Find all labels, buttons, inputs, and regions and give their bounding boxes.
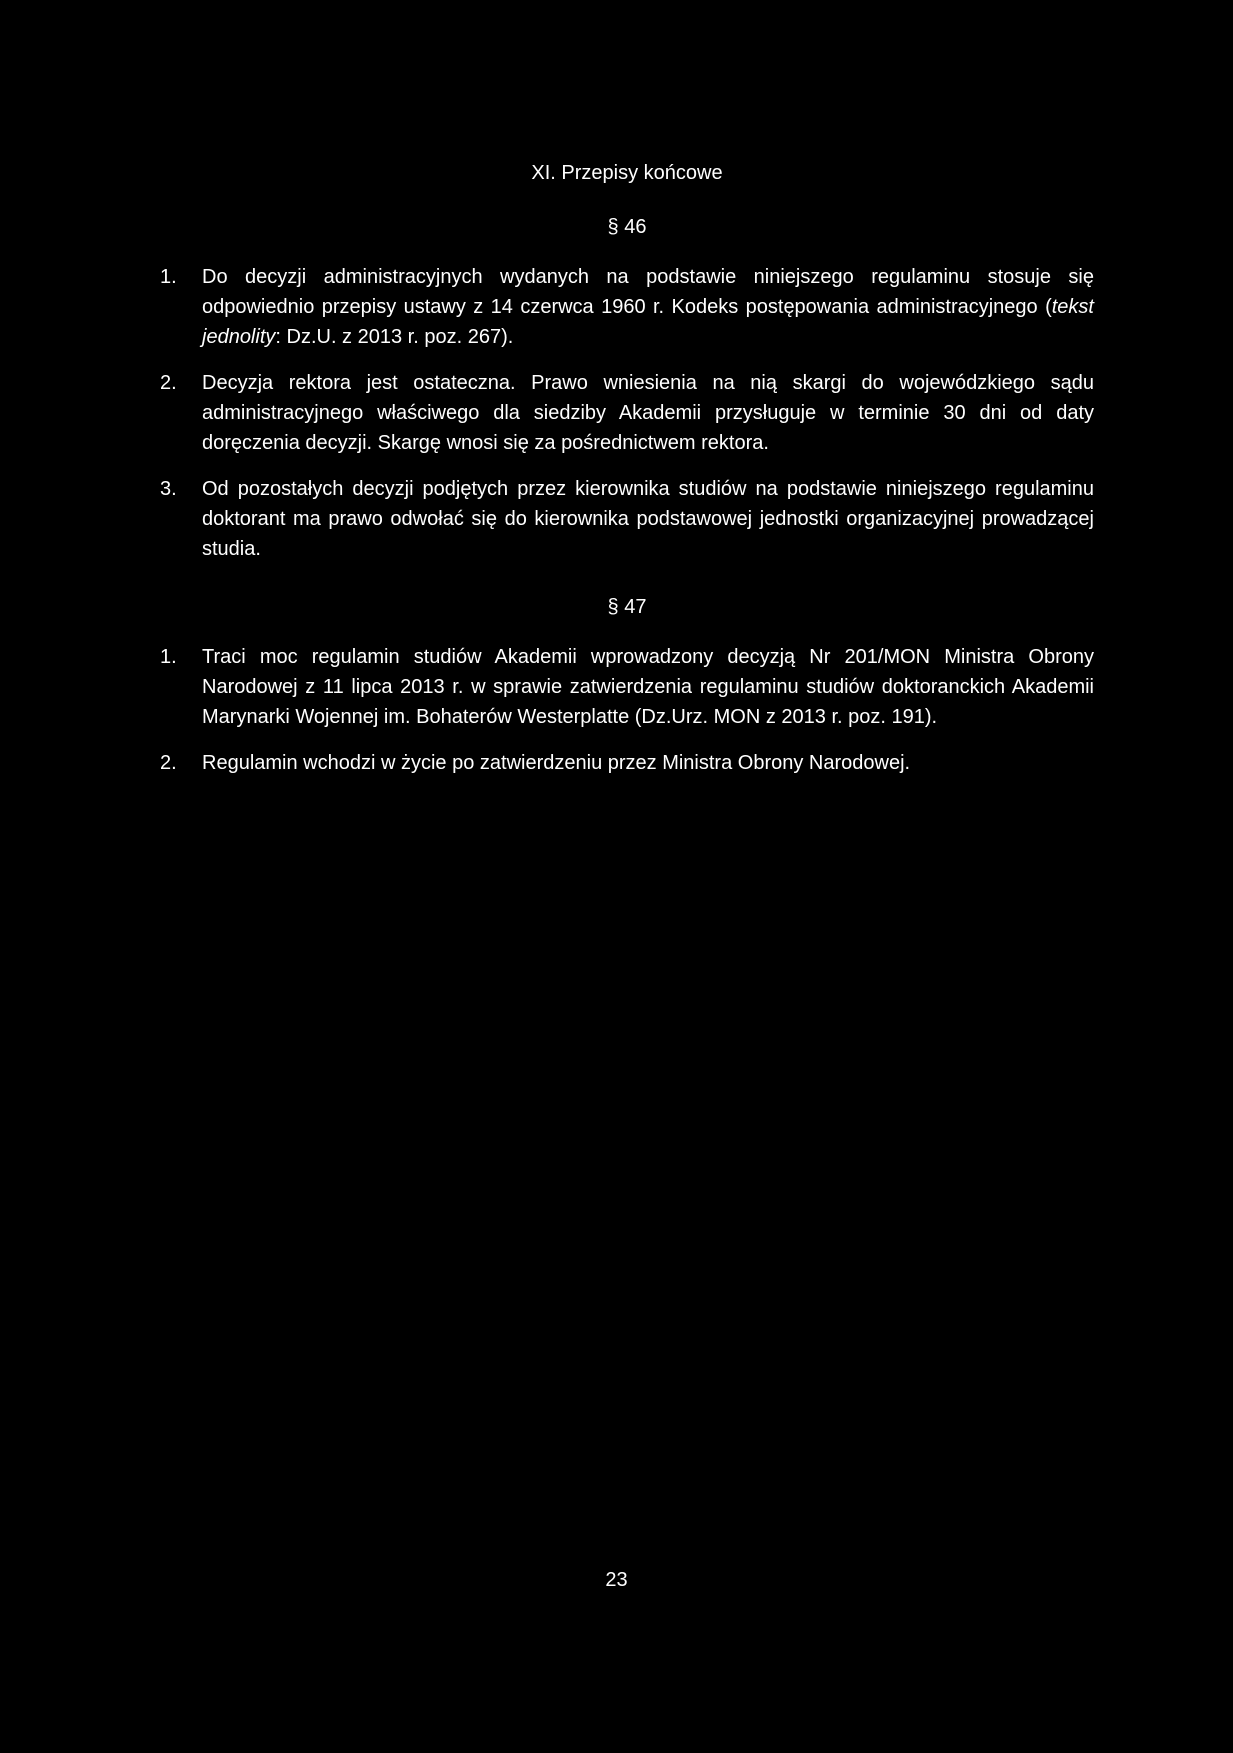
section-title: XI. Przepisy końcowe [531, 162, 723, 184]
paragraph-46-points [160, 262, 1094, 564]
point-number: 3. [160, 478, 177, 500]
paragraph-46-sign: § 46 [607, 216, 647, 238]
point-number: 1. [160, 646, 177, 668]
page-number: 23 [605, 1569, 628, 1591]
paragraph-46-point-3 [160, 474, 1094, 564]
paragraph-47-sign: § 47 [607, 596, 647, 618]
point-text-italic: tekst jednolity [202, 296, 1094, 348]
point-number: 1. [160, 266, 177, 288]
point-number: 2. [160, 372, 177, 394]
paragraph-46-point-1 [160, 262, 1094, 352]
point-text: Decyzja rektora jest ostateczna. Prawo wniesienia na nią skargi do wojewódzkiego sądu administracyjnego właściwego dla siedziby Akademii przysługuje w terminie 30 dni od daty doręczenia decyzji. Skargę wnosi się za pośrednictwem rektora. [202, 372, 1094, 454]
paragraph-47-point-2 [160, 748, 1094, 778]
paragraph-47-points [160, 642, 1094, 778]
point-text-part: : Dz.U. z 2013 r. poz. 267). [275, 326, 514, 348]
point-text: Traci moc regulamin studiów Akademii wprowadzony decyzją Nr 201/MON Ministra Obrony Narodowej z 11 lipca 2013 r. w sprawie zatwierdzenia regulaminu studiów doktoranckich Akademii Marynarki Wojennej im. Bohaterów Westerplatte (Dz.Urz. MON z 2013 r. poz. 191). [202, 646, 1094, 728]
page-content [160, 158, 1094, 794]
paragraph-46-point-2 [160, 368, 1094, 458]
point-number: 2. [160, 752, 177, 774]
point-text-part: Do decyzji administracyjnych wydanych na podstawie niniejszego regulaminu stosuje się odpowiednio przepisy ustawy z 14 czerwca 1960 r. Kodeks postępowania administracyjnego ( [202, 266, 1094, 318]
point-text: Regulamin wchodzi w życie po zatwierdzeniu przez Ministra Obrony Narodowej. [202, 752, 911, 774]
point-text: Od pozostałych decyzji podjętych przez kierownika studiów na podstawie niniejszego regulaminu doktorant ma prawo odwołać się do kierownika podstawowej jednostki organizacyjnej prowadzącej studia. [202, 478, 1094, 560]
point-text [202, 266, 1094, 348]
paragraph-47-point-1 [160, 642, 1094, 732]
